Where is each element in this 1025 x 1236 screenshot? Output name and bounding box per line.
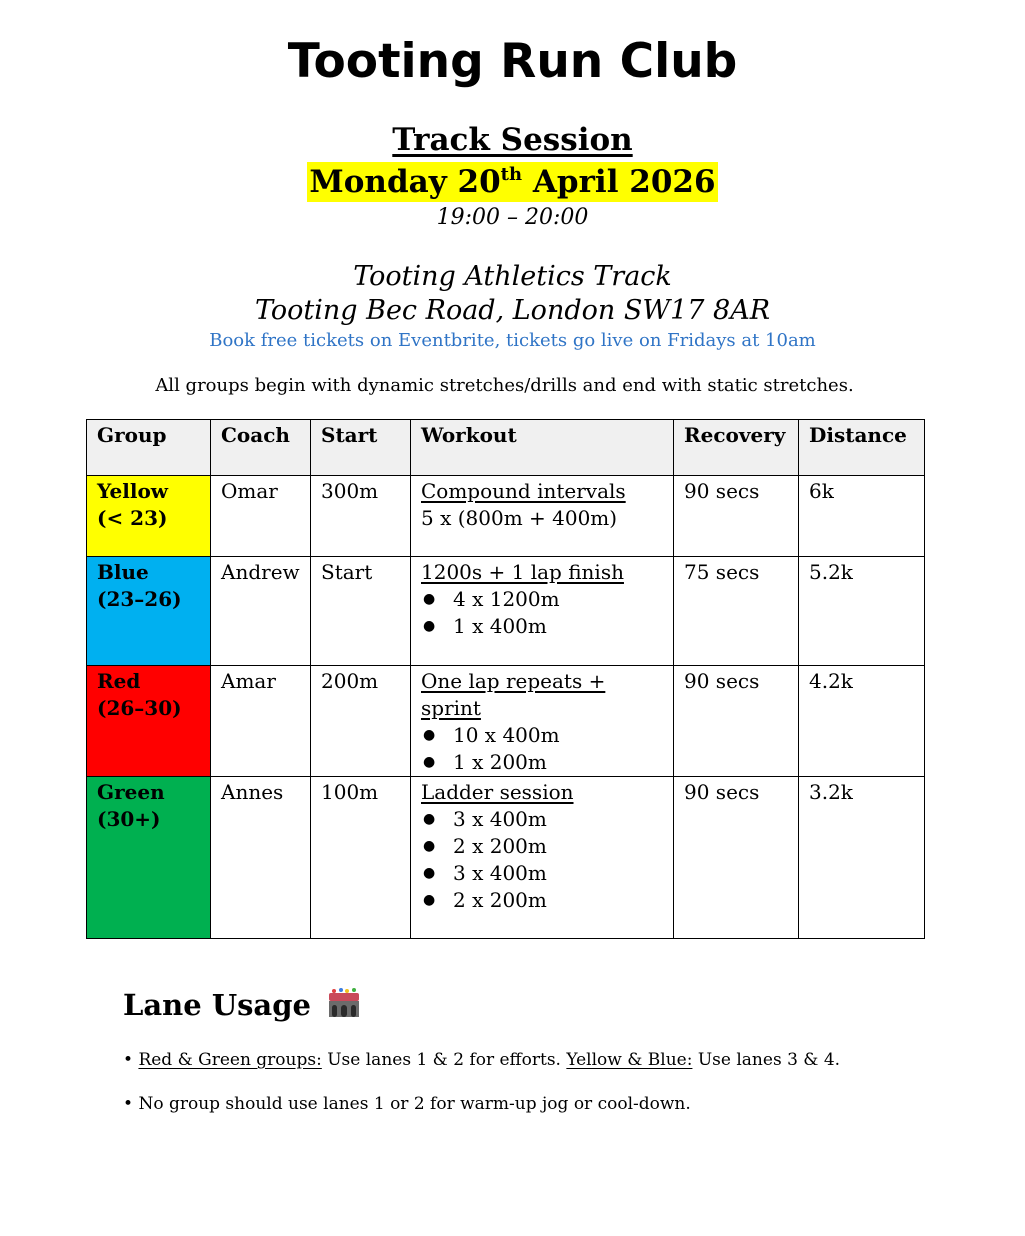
group-cell-green [87,777,211,939]
stadium-icon [327,987,361,1029]
workout-title: Ladder session [421,780,574,804]
group-name: Green [97,780,165,804]
recovery-cell: 75 secs [674,557,799,666]
booking-note: Book free tickets on Eventbrite, tickets go live on Fridays at 10am [209,330,816,351]
group-range: (23–26) [97,587,182,611]
bullet-symbol: • [123,1050,134,1070]
rule-text-red-green: Use lanes 1 & 2 for efforts. [321,1050,567,1070]
start-cell: Start [311,557,411,666]
group-range: (30+) [97,807,161,831]
date-prefix: Monday 20 [309,164,501,200]
group-cell-blue [87,557,211,666]
coach-cell: Annes [211,777,311,939]
table-row [87,666,925,777]
recovery-cell: 90 secs [674,777,799,939]
header-coach: Coach [211,420,311,476]
distance-cell: 4.2k [799,666,925,777]
coach-cell: Andrew [211,557,311,666]
list-item: ● 3 x 400m [421,806,663,833]
start-cell: 200m [311,666,411,777]
lane-usage-heading [123,985,361,1029]
group-cell-yellow [87,476,211,557]
rule-text-warmup: No group should use lanes 1 or 2 for warm-up jog or cool-down. [138,1094,691,1114]
session-title: Track Session [392,122,633,158]
workout-detail: 5 x (800m + 400m) [421,506,618,530]
date-container [0,162,1025,202]
group-range: (< 23) [97,506,168,530]
group-name: Yellow [97,479,169,503]
list-item: ● 2 x 200m [421,833,663,860]
lane-usage-title: Lane Usage [123,988,311,1022]
page-title: Tooting Run Club [287,34,738,89]
start-cell: 300m [311,476,411,557]
start-cell: 100m [311,777,411,939]
rule-label-yellow-blue: Yellow & Blue: [566,1050,693,1070]
workout-title: One lap repeats + sprint [421,669,606,720]
distance-cell: 5.2k [799,557,925,666]
group-name: Blue [97,560,149,584]
list-item: ● 1 x 400m [421,613,663,640]
header-workout: Workout [411,420,674,476]
group-cell-red [87,666,211,777]
header-distance: Distance [799,420,925,476]
workout-title: Compound intervals [421,479,626,503]
group-range: (26–30) [97,696,182,720]
table-row [87,557,925,666]
recovery-cell: 90 secs [674,476,799,557]
workout-list [421,586,663,640]
table-row [87,777,925,939]
workout-list [421,722,663,776]
rule-text-yellow-blue: Use lanes 3 & 4. [692,1050,841,1070]
intro-text: All groups begin with dynamic stretches/drills and end with static stretches. [155,375,854,396]
workout-cell [411,476,674,557]
list-item: ● 1 x 200m [421,749,663,776]
session-date [307,162,717,202]
workout-cell [411,666,674,777]
session-time: 19:00 – 20:00 [436,205,589,230]
lane-rule-warmup [123,1092,691,1116]
venue-name: Tooting Athletics Track [353,261,672,292]
date-rest: April 2026 [522,164,716,200]
workout-list [421,806,663,914]
list-item: ● 3 x 400m [421,860,663,887]
workout-title: 1200s + 1 lap finish [421,560,624,584]
header-group: Group [87,420,211,476]
table-header-row [87,420,925,476]
list-item: ● 10 x 400m [421,722,663,749]
distance-cell: 6k [799,476,925,557]
workout-cell [411,777,674,939]
group-name: Red [97,669,141,693]
list-item: ● 4 x 1200m [421,586,663,613]
bullet-symbol: • [123,1094,134,1114]
venue-address: Tooting Bec Road, London SW17 8AR [254,295,771,326]
coach-cell: Amar [211,666,311,777]
list-item: ● 2 x 200m [421,887,663,914]
rule-label-red-green: Red & Green groups: [138,1050,322,1070]
lane-rule-efforts [123,1048,840,1072]
header-start: Start [311,420,411,476]
coach-cell: Omar [211,476,311,557]
distance-cell: 3.2k [799,777,925,939]
date-ordinal: th [500,164,523,185]
schedule-table [86,419,925,939]
header-recovery: Recovery [674,420,799,476]
table-row [87,476,925,557]
workout-cell [411,557,674,666]
recovery-cell: 90 secs [674,666,799,777]
